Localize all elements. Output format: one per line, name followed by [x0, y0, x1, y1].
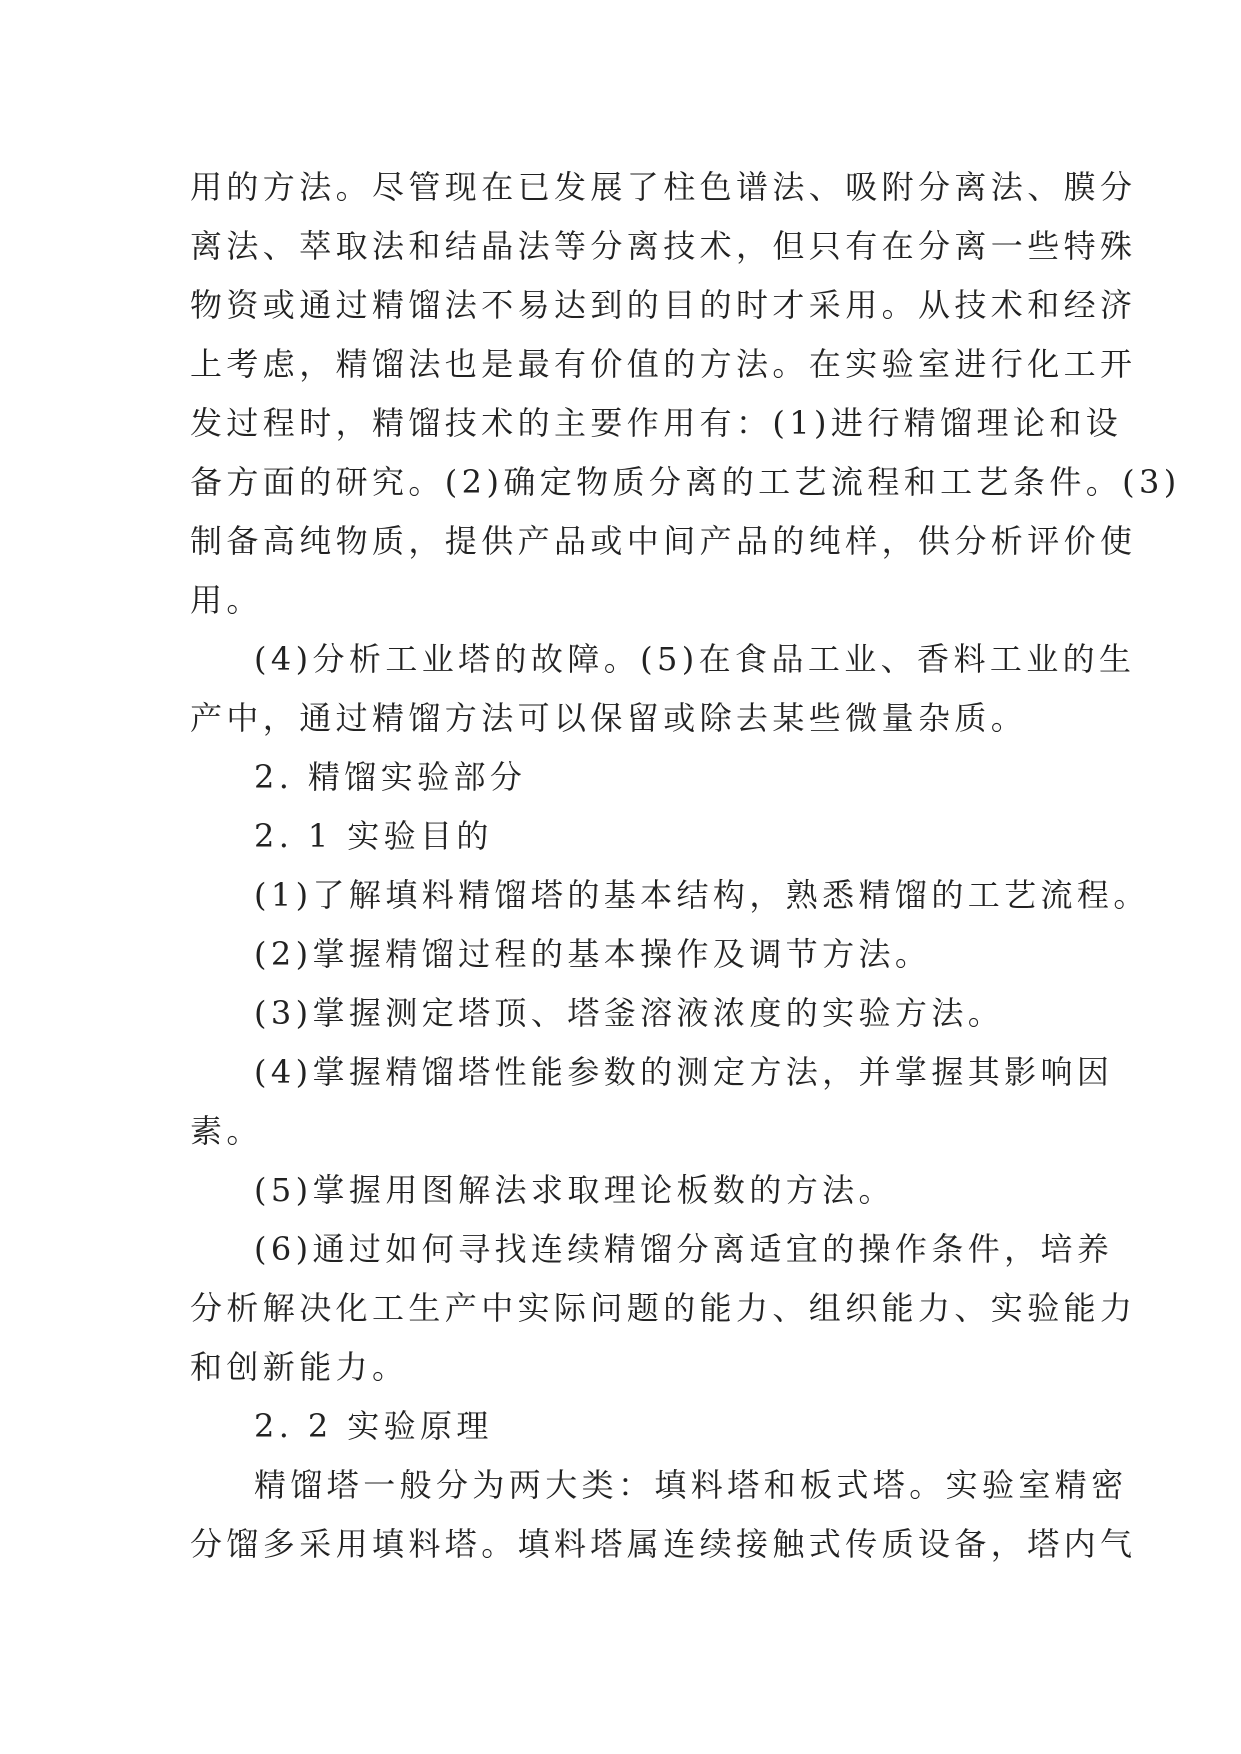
text-line: 2. 2 实验原理 [254, 1407, 493, 1445]
text-line: 物资或通过精馏法不易达到的目的时才采用。从技术和经济 [190, 286, 1137, 324]
text-line: 2. 1 实验目的 [254, 817, 493, 855]
text-line: (5)掌握用图解法求取理论板数的方法。 [254, 1171, 895, 1209]
text-line: (2)掌握精馏过程的基本操作及调节方法。 [254, 935, 932, 973]
text-line: 分馏多采用填料塔。填料塔属连续接触式传质设备，塔内气 [190, 1525, 1137, 1563]
text-line: 2. 精馏实验部分 [254, 758, 527, 796]
text-line: (4)掌握精馏塔性能参数的测定方法，并掌握其影响因 [254, 1053, 1114, 1091]
text-line: 备方面的研究。(2)确定物质分离的工艺流程和工艺条件。(3) [190, 463, 1181, 501]
text-line: 精馏塔一般分为两大类：填料塔和板式塔。实验室精密 [254, 1466, 1128, 1504]
text-line: (1)了解填料精馏塔的基本结构，熟悉精馏的工艺流程。 [254, 876, 1150, 914]
text-line: (3)掌握测定塔顶、塔釜溶液浓度的实验方法。 [254, 994, 1005, 1032]
text-line: 制备高纯物质，提供产品或中间产品的纯样，供分析评价使 [190, 522, 1137, 560]
text-line: 用。 [190, 581, 263, 619]
text-line: 分析解决化工生产中实际问题的能力、组织能力、实验能力 [190, 1289, 1137, 1327]
text-line: 和创新能力。 [190, 1348, 409, 1386]
text-line: 素。 [190, 1112, 263, 1150]
document-body [190, 158, 1181, 1574]
text-line: 离法、萃取法和结晶法等分离技术，但只有在分离一些特殊 [190, 227, 1137, 265]
text-line: 用的方法。尽管现在已发展了柱色谱法、吸附分离法、膜分 [190, 168, 1137, 206]
text-line: (4)分析工业塔的故障。(5)在食品工业、香料工业的生 [254, 640, 1136, 678]
text-line: (6)通过如何寻找连续精馏分离适宜的操作条件，培养 [254, 1230, 1114, 1268]
text-line: 上考虑，精馏法也是最有价值的方法。在实验室进行化工开 [190, 345, 1137, 383]
text-line: 发过程时，精馏技术的主要作用有：(1)进行精馏理论和设 [190, 404, 1123, 442]
text-line: 产中，通过精馏方法可以保留或除去某些微量杂质。 [190, 699, 1028, 737]
